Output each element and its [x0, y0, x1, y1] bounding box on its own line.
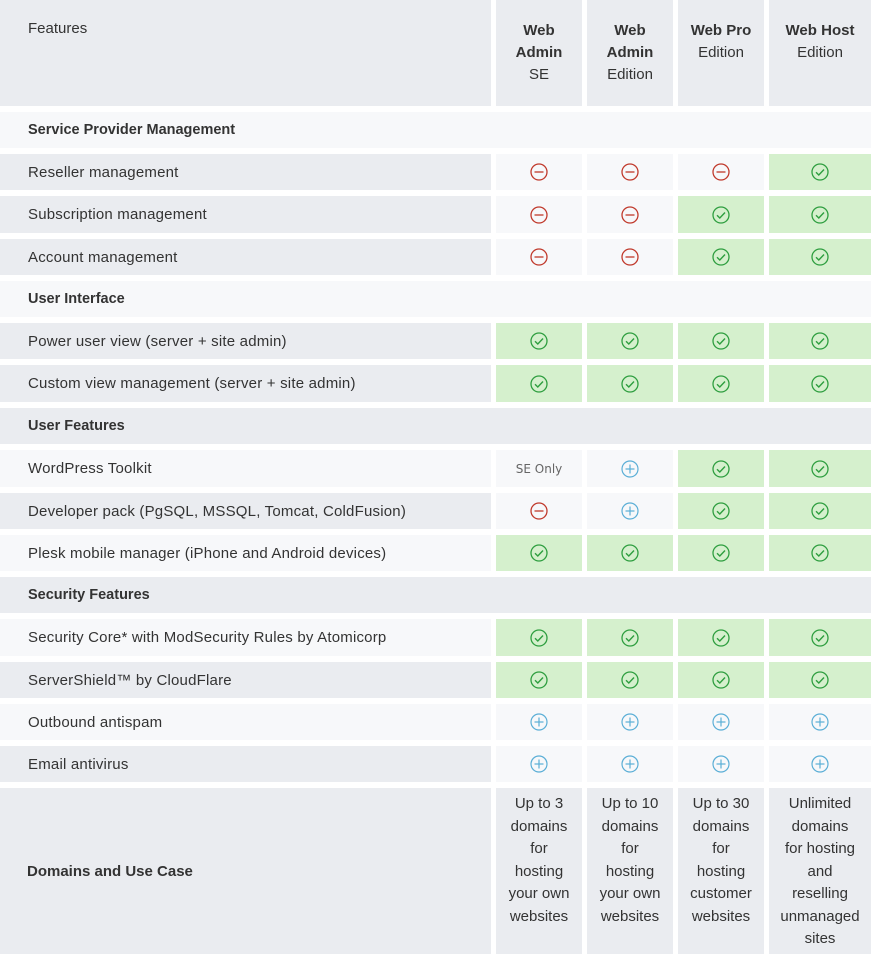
plus-circle-icon [587, 493, 673, 529]
section-service-provider: Service Provider Management [0, 112, 871, 148]
domain-line: hosting [696, 862, 746, 880]
minus-circle-icon [496, 239, 582, 275]
col-header-line: Admin [515, 44, 563, 61]
check-circle-icon [678, 493, 764, 529]
col-header-line: Web [614, 22, 646, 39]
plus-circle-icon [769, 746, 871, 782]
domain-line: domains [791, 817, 849, 835]
domain-line: sites [804, 930, 836, 947]
domain-line: websites [509, 907, 569, 925]
minus-circle-icon [496, 196, 582, 233]
check-circle-icon [496, 365, 582, 402]
plus-circle-icon [587, 704, 673, 740]
domain-line: for [621, 840, 639, 857]
domain-line: Up to 30 [692, 795, 750, 812]
row-label-developer: Developer pack (PgSQL, MSSQL, Tomcat, ColdFusion) [0, 493, 491, 529]
domains-web-pro-edition [678, 788, 764, 954]
domain-line: domains [510, 817, 568, 835]
plus-circle-icon [496, 704, 582, 740]
check-circle-icon [587, 662, 673, 698]
col-header-line: Edition [607, 66, 653, 83]
section-security-features: Security Features [0, 577, 871, 613]
check-circle-icon [769, 239, 871, 275]
col-header-line: Admin [606, 44, 654, 61]
plus-circle-icon [678, 704, 764, 740]
plus-circle-icon [678, 746, 764, 782]
domain-line: hosting [605, 862, 655, 880]
domains-web-admin-se [496, 788, 582, 954]
check-circle-icon [769, 450, 871, 487]
check-circle-icon [496, 535, 582, 571]
row-label-security-core: Security Core* with ModSecurity Rules by Atomicorp [0, 619, 491, 656]
domain-line: your own [508, 885, 570, 902]
domains-web-host-edition [769, 788, 871, 954]
plus-circle-icon [496, 746, 582, 782]
check-circle-icon [678, 323, 764, 359]
minus-circle-icon [587, 154, 673, 190]
check-circle-icon [678, 450, 764, 487]
plus-circle-icon [587, 450, 673, 487]
domain-line: for [712, 840, 730, 857]
domain-line: for hosting [784, 840, 856, 857]
row-label-power-user: Power user view (server + site admin) [0, 323, 491, 359]
domain-line: websites [691, 907, 751, 925]
row-label-account: Account management [0, 239, 491, 275]
column-header-web-pro-edition [678, 0, 764, 106]
section-user-interface: User Interface [0, 281, 871, 317]
check-circle-icon [769, 154, 871, 190]
col-header-line: Web Pro [690, 22, 752, 39]
check-circle-icon [769, 323, 871, 359]
check-circle-icon [587, 619, 673, 656]
minus-circle-icon [587, 196, 673, 233]
check-circle-icon [678, 365, 764, 402]
column-header-web-host-edition [769, 0, 871, 106]
domain-line: reselling [792, 885, 848, 902]
domain-line: Unlimited [788, 795, 852, 812]
domain-line: Up to 3 [514, 795, 564, 812]
check-circle-icon [496, 662, 582, 698]
row-label-antispam: Outbound antispam [0, 704, 491, 740]
check-circle-icon [587, 365, 673, 402]
domains-web-admin-edition [587, 788, 673, 954]
check-circle-icon [678, 239, 764, 275]
minus-circle-icon [496, 493, 582, 529]
row-label-antivirus: Email antivirus [0, 746, 491, 782]
col-header-line: Web Host [785, 22, 855, 39]
check-circle-icon [678, 535, 764, 571]
domain-line: for [530, 840, 548, 857]
row-label-reseller: Reseller management [0, 154, 491, 190]
check-circle-icon [678, 196, 764, 233]
col-header-line: Edition [698, 44, 744, 61]
minus-circle-icon [496, 154, 582, 190]
domains-use-case-label: Domains and Use Case [0, 788, 491, 954]
domain-line: Up to 10 [601, 795, 659, 812]
minus-circle-icon [587, 239, 673, 275]
check-circle-icon [769, 662, 871, 698]
domain-line: domains [601, 817, 659, 835]
domain-line: customer [690, 885, 752, 902]
col-header-line: Web [523, 22, 555, 39]
plus-circle-icon [587, 746, 673, 782]
check-circle-icon [678, 662, 764, 698]
row-label-wordpress: WordPress Toolkit [0, 450, 491, 487]
domain-line: your own [599, 885, 661, 902]
check-circle-icon [496, 619, 582, 656]
domain-line: hosting [514, 862, 564, 880]
check-circle-icon [769, 196, 871, 233]
domain-line: and [807, 862, 833, 880]
column-header-web-admin-se [496, 0, 582, 106]
domain-line: websites [600, 907, 660, 925]
row-label-mobile: Plesk mobile manager (iPhone and Android devices) [0, 535, 491, 571]
check-circle-icon [587, 535, 673, 571]
check-circle-icon [769, 493, 871, 529]
col-header-line: Edition [797, 44, 843, 61]
plus-circle-icon [769, 704, 871, 740]
features-header: Features [0, 0, 491, 106]
row-label-servershield: ServerShield™ by CloudFlare [0, 662, 491, 698]
section-user-features: User Features [0, 408, 871, 444]
domain-line: domains [692, 817, 750, 835]
column-header-web-admin-edition [587, 0, 673, 106]
check-circle-icon [769, 535, 871, 571]
row-label-custom-view: Custom view management (server + site admin) [0, 365, 491, 402]
minus-circle-icon [678, 154, 764, 190]
check-circle-icon [496, 323, 582, 359]
row-label-subscription: Subscription management [0, 196, 491, 233]
col-header-line: SE [528, 66, 549, 83]
domain-line: unmanaged [780, 907, 860, 925]
check-circle-icon [587, 323, 673, 359]
check-circle-icon [678, 619, 764, 656]
check-circle-icon [769, 365, 871, 402]
se-only-label: SE Only [496, 450, 582, 487]
check-circle-icon [769, 619, 871, 656]
